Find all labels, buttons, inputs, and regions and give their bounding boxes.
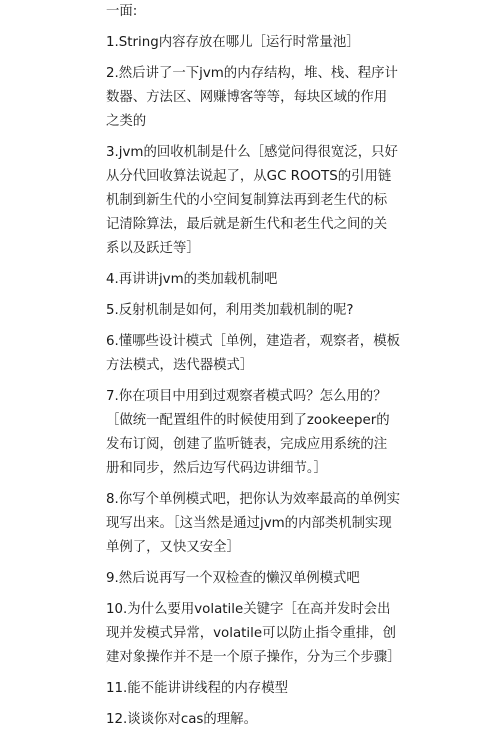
question-item-2: 2.然后讲了一下jvm的内存结构，堆、栈、程序计数器、方法区、网赚博客等等，每块区域的作用之类的: [106, 66, 398, 129]
question-item-3: 3.jvm的回收机制是什么［感觉问得很宽泛，只好从分代回收算法说起了，从GC ROOTS的引用链机制到新生代的小空间复制算法再到老生代的标记清除算法，最后就是新生代和老生代之间的关系以及跃迁等］: [106, 145, 398, 256]
question-item-10: 10.为什么要用volatile关键字［在高并发时会出现并发模式异常，volatile可以防止指令重排，创建对象操作并不是一个原子操作，分为三个步骤］: [106, 602, 401, 665]
question-item-1: 1.String内容存放在哪儿［运行时常量池］: [106, 35, 360, 50]
question-item-9: 9.然后说再写一个双检查的懒汉单例模式吧: [106, 571, 360, 586]
section-heading: 一面:: [106, 4, 138, 19]
question-item-5: 5.反射机制是如何，利用类加载机制的呢?: [106, 303, 354, 318]
question-item-11: 11.能不能讲讲线程的内存模型: [106, 681, 288, 696]
question-item-4: 4.再讲讲jvm的类加载机制吧: [106, 272, 278, 287]
question-item-12: 12.谈谈你对cas的理解。: [106, 712, 257, 727]
question-item-6: 6.懂哪些设计模式［单例，建造者，观察者，模板方法模式，迭代器模式］: [106, 334, 400, 373]
question-item-7: 7.你在项目中用到过观察者模式吗？怎么用的？［做统一配置组件的时候使用到了zookeeper的发布订阅，创建了监听链表，完成应用系统的注册和同步，然后边写代码边讲细节。］: [106, 389, 390, 476]
interview-notes: [106, 0, 400, 739]
question-item-8: 8.你写个单例模式吧，把你认为效率最高的单例实现写出来。［这当然是通过jvm的内部类机制实现单例了，又快又安全］: [106, 492, 400, 555]
